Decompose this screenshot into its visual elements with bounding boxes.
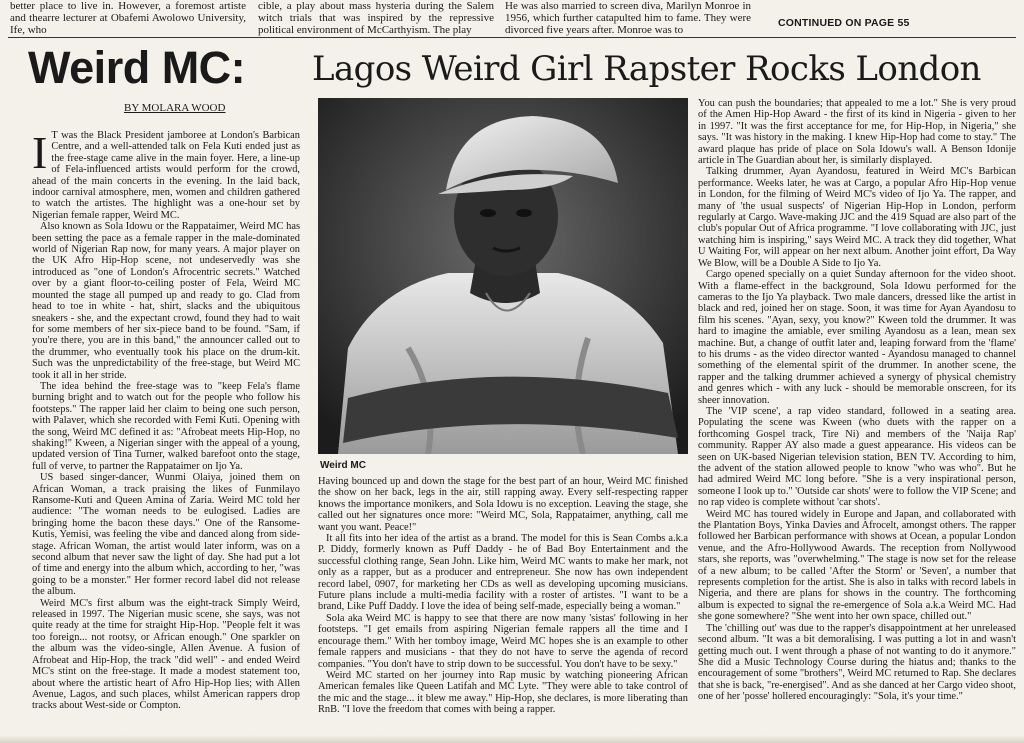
divider-rule: [8, 37, 1016, 38]
col1-paragraph: US based singer-dancer, Wunmi Olaiya, joined them on African Woman, a track praising the likes of Funmilayo Ransome-Kuti and Queen Amina of Zaria. Weird MC told her audience: "The woman needs to be eulogised. Ladies are bringing home the bacon these days." One of the Ransome-Kutis, Yemisi, was feeling the vibe and danced along from side-stage. African Woman, the artist would later inform, was on a second album that never saw the light of day. She had put a lot of time and energy into the album which, according to her, "was going to be a monster." Her former record label did not release the album.: [32, 472, 300, 598]
col3-paragraph: Cargo opened specially on a quiet Sunday afternoon for the video shoot. With a flame-effect in the background, Sola Idowu performed for the cameras to the Ijo Ya playback. Two male dancers, dressed like the artist in black and red, joined her on stage. Soon, it was time for Ayan Ayandosu to film his scenes. "Ayan, sexy, you know?" Kween told the drummer. It was hard to imagine the amiable, ever smiling Ayandosu as a lean, mean sex machine. But, a change of outfit later and, leaping forward from the 'flame' to his drums - as the video director wanted - Ayandosu managed to channel something of the elemental spirit of the drummer. In another scene, the rapper and the talking drummer achieved a synergy of physical chemistry and genres which - with any luck - should be memorable onscreen, for its sheer innovation.: [698, 269, 1016, 406]
top-column-2: cible, a play about mass hysteria during the Salem witch trials that was inspired by the repressive political environment of McCarthyism. The play: [258, 0, 494, 36]
col3-paragraph: Weird MC has toured widely in Europe and Japan, and collaborated with the Plantation Boys, Yinka Davies and Afrocelt, amongst others. The rapper followed her Barbican performance with shows at Ocean, a popular London venue, and the Afro-Hollywood Awards. The reception from Nollywood stars, she reports, was "overwhelming." The stage is now set for the release of a new album; to be called 'After the Storm' or 'Seven', a number that represents completion for the artist. She is also in talks with record labels in Nigeria, and there are plans for shows in the country. The forthcoming album is expected to signal the re-emergence of Sola a.k.a Weird MC. Had she gone somewhere? "She went into her own space, chilled out.": [698, 508, 1016, 623]
headline-sub: Lagos Weird Girl Rapster Rocks London: [312, 49, 981, 89]
col3-paragraph: The 'chilling out' was due to the rapper's disappointment at her unreleased second album. "It was a bit demoralising. I was putting a lot in and wasn't getting much out. I went through a phase of not wanting to do it anymore." She did a Music Technology Course during the hiatus and; thanks to the encouragement of some "brothers", Weird MC returned to Rap. She declares that she is back, "re-energised". And as she danced at her Cargo video shoot, one of her 'posse' hollered encouragingly: "Sola, it's your time.": [698, 622, 1016, 703]
col1-paragraph: Also known as Sola Idowu or the Rappataimer, Weird MC has been setting the pace as a female rapper in the male-dominated world of Nigerian Rap now, for many years. A major player on the UK Afro Hip-Hop scene, not undeservedly was she introduced as "one of London's Afrocentric secrets." Watched over by a giant floor-to-ceiling poster of Fela, Weird MC mounted the stage all pumped up and ready to go. Clad from head to toe in white - hat, shirt, slacks and the ubiquitous sneakers - she, and the expectant crowd, found they had to wait for some members of her six-piece band to be found. "Sam, if you're there, you are in this band," the announcer called out to the drummer, who eventually took his place on the drum-kit. Such was the unpredictability of the free-stage, but Weird MC took it all in her stride.: [32, 221, 300, 381]
weird-mc-photo: [318, 98, 688, 454]
col3-paragraph: The 'VIP scene', a rap video standard, followed in a seating area. Populating the scene was Kween (who duets with the rapper on a forthcoming Gospel track, Tire Ni) and members of the 'Naija Rap' community. Rapper AY also made a guest appearance. His videos can be seen on UK-based Nigerian television station, BEN TV. According to him, the advent of the station allowed people to know "who was who". But he had admired Weird MC long before. "She is a very inspirational person, someone I look up to." 'Outside car shots' were to follow the VIP Scene; and no rap video is complete without 'car shots'.: [698, 405, 1016, 509]
headline-main: Weird MC:: [28, 42, 246, 93]
page-edge-shadow: [0, 735, 1024, 743]
byline: BY MOLARA WOOD: [124, 102, 226, 114]
top-column-1: better place to live in. However, a foremost artiste and thearre lecturer at Obafemi Awolowo University, Ife, who: [10, 0, 246, 36]
col2-paragraph: Sola aka Weird MC is happy to see that there are now many 'sistas' following in her footsteps. "I get emails from aspiring Nigerian female rappers all the time and I encourage them." With her tomboy image, Weird MC hopes she is an example to other female rappers and musicians - that they do not have to serve the agenda of record companies. "You don't have to strip down to be successful. You don't have to be sexy.": [318, 612, 688, 670]
continued-on-page: CONTINUED ON PAGE 55: [778, 17, 910, 29]
photo-illustration: [318, 98, 688, 454]
col1-paragraph: The idea behind the free-stage was to "keep Fela's flame burning bright and to watch out for the people who follow his footsteps." The rapper laid her claim to being one such person, with Palaver, which she recorded with Femi Kuti. Opening with the song, Weird MC defined it as: "Afrobeat meets Hip-Hop, no shaking!" Kween, a Nigerian singer with the appeal of a young, updated version of Tina Turner, walked barefoot onto the stage, full of verve, to partner the Rappataimer on Ijo Ya.: [32, 380, 300, 472]
article-column-3: [698, 98, 1016, 742]
col2-paragraph: Having bounced up and down the stage for the best part of an hour, Weird MC finished the show on her back, legs in the air, still rapping away. Every self-respecting rapper knows the importance monikers, and Sola Idowu is no exception. Leaving the stage, she called out her signatures once more: "Weird MC, Sola, Rappataimer, anything, call me want you want. Peace!": [318, 476, 688, 533]
drop-cap: I: [32, 130, 48, 178]
photo-caption: Weird MC: [320, 460, 366, 471]
top-column-3: He was also married to screen diva, Marilyn Monroe in 1956, which further catapulted him to fame. They were divorced five years after. Monroe was to: [505, 0, 751, 36]
article-column-2: [318, 476, 688, 742]
article-column-1: [32, 130, 300, 742]
headline: [20, 40, 1020, 98]
col1-paragraph: I T was the Black President jamboree at London's Barbican Centre, and a well-attended talk on Fela Kuti ended just as the free-stage came alive in the main foyer. Here, a line-up of Fela-influenced artists would perform for the crowd, ahead of the main concerts in the evening. In the laid back, indoor carnival atmosphere, men, women and children gathered to watch the artistes. The highlight was a one-hour set by Nigerian female rapper, Weird MC.: [32, 130, 300, 221]
previous-article-strip: [0, 0, 1024, 36]
col1-paragraph: Weird MC's first album was the eight-track Simply Weird, released in 1997. The Nigerian music scene, she says, was not quite ready at the time for straight Hip-Hop. "People felt it was too foreign... not rootsy, or African enough." One sparkler on the album was the video-single, Allen Avenue. A fusion of Afrobeat and Hip-Hop, the track "did well" - and ended Weird MC's stint on the free-stage. It made a modest statement too, about where the artistic heart of Afro Hip-Hop lies; with Allen Avenue, Lagos, and such places, whilst American rappers drop tracks about West-side or Compton.: [32, 597, 300, 712]
col2-paragraph: It all fits into her idea of the artist as a brand. The model for this is Sean Combs a.k.a P. Diddy, formerly known as Puff Daddy - he of Bad Boy Entertainment and the successful clothing range, Sean John. Like him, Weird MC wants to make her mark, not only as a rapper, but as a producer and entrepreneur. She now has own independent record label, 0907, for marketing her CDs as well as developing upcoming musicians. Future plans include a multi-media facility with a roster of artistes. "I want to be a brand, Like Puff Daddy. I love the idea of being self-made, especially being a woman.": [318, 533, 688, 613]
col3-paragraph: You can push the boundaries; that appealed to me a lot." She is very proud of the Amen Hip-Hop Award - the first of its kind in Nigeria - given to her in 1997. "It was the first acceptance for me, for Hip-Hop, in Nigeria," she says. "It was history in the making. I knew Hip-Hop had come to stay." The award plaque has pride of place on Sola Idowu's wall. A Benson Idonije article in The Guardian about her, is similarly displayed.: [698, 98, 1016, 167]
col2-paragraph: Weird MC started on her journey into Rap music by watching pioneering African American females like Queen Latifah and MC Lyte. "They were able to take control of the mic and the stage... it blew me away." Hip-Hop, she declares, is more liberating than RnB. "I love the freedom that comes with being a rapper.: [318, 669, 688, 716]
col3-paragraph: Talking drummer, Ayan Ayandosu, featured in Weird MC's Barbican performance. Weeks later, he was at Cargo, a popular Afro Hip-Hop venue in London, for the filming of Weird MC's video of Ijo Ya. The rapper, and many of 'the usual suspects' of Nigerian Hip-Hop in London, perform regularly at Cargo. Wave-making JJC and the 419 Squad are also part of the club's popular Out of Africa programme. "I love collaborating with JJC, just watching him is inspiring," says Weird MC. A track they did together, What U Waiting For, will appear on her next album. Another joint effort, Da Way We Blow, will be a Double A Side to Ijo Ya.: [698, 166, 1016, 269]
